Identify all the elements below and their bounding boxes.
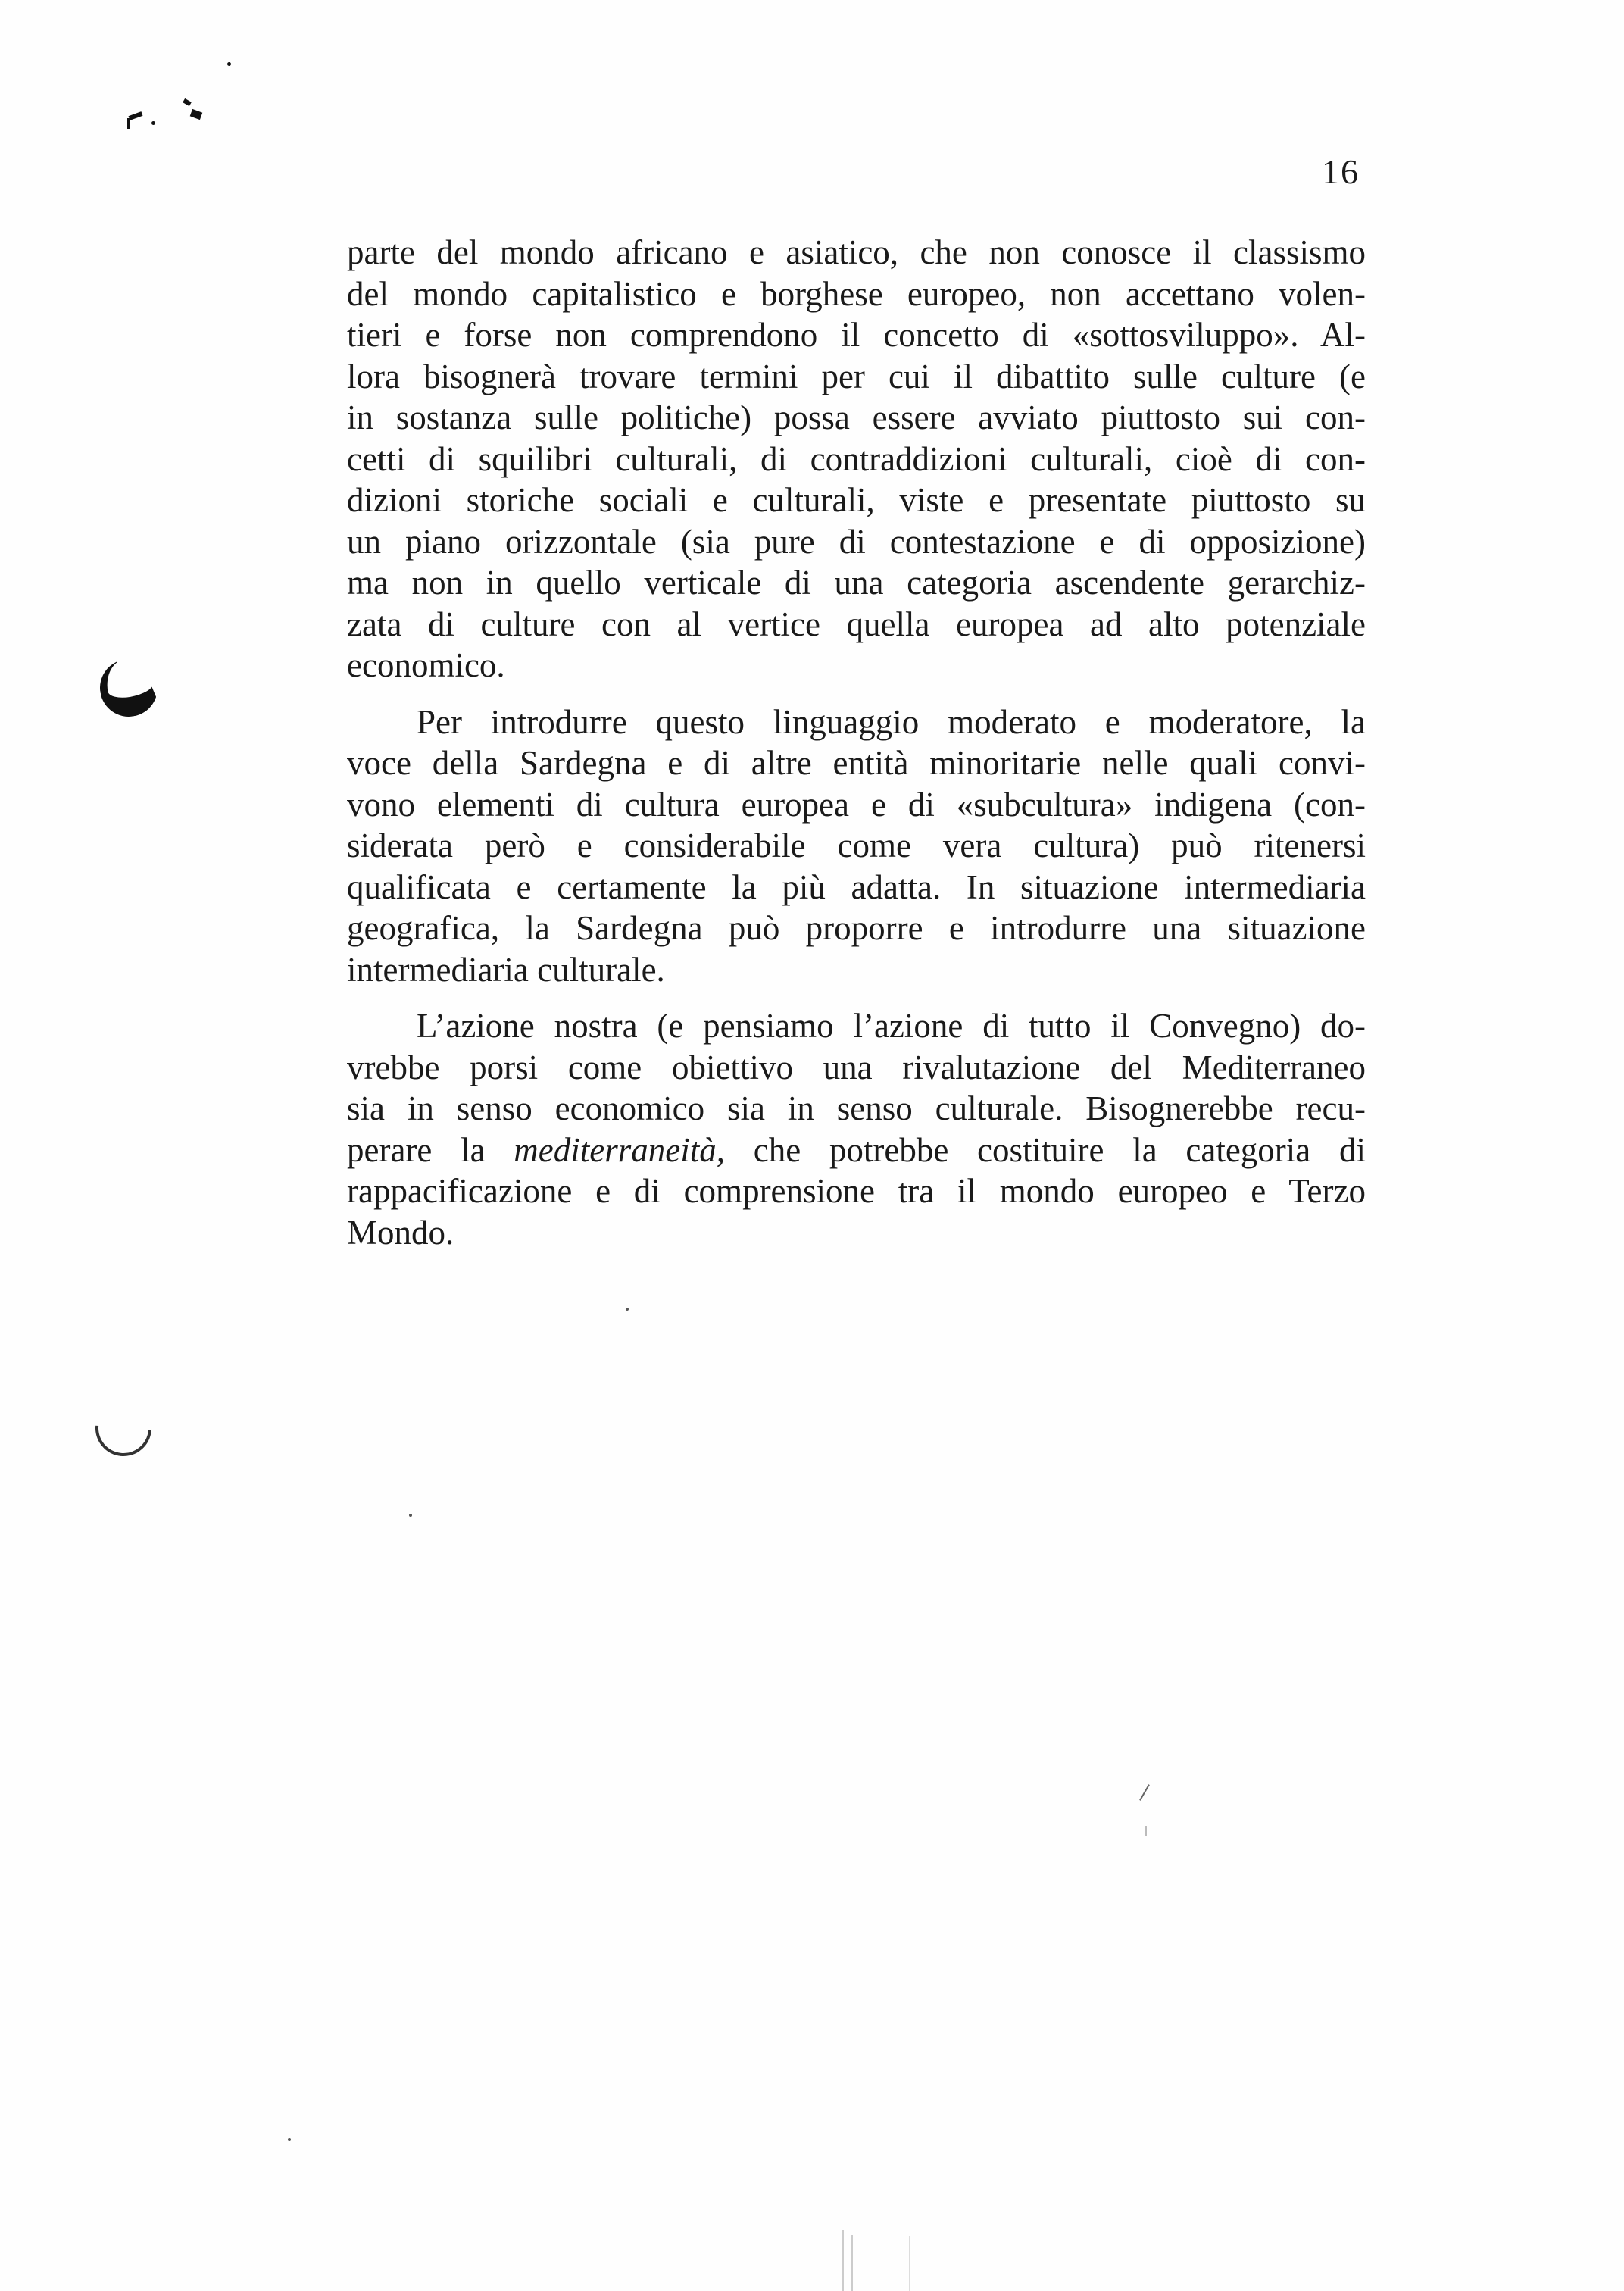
text-segment: che potrebbe costituire la categoria di <box>725 1130 1366 1169</box>
text-line: siderata però e considerabile come vera cultura) può ritenersi <box>347 827 1366 864</box>
text-line: economico. <box>347 646 505 684</box>
body-text <box>347 232 1366 1253</box>
dust-speck <box>288 2138 291 2141</box>
text-line: cetti di squilibri culturali, di contraddizioni culturali, cioè di con- <box>347 439 1366 478</box>
text-line: Per introdurre questo linguaggio moderato e moderatore, la <box>417 702 1366 741</box>
scan-scratch <box>1145 1826 1147 1836</box>
text-line: qualificata e certamente la più adatta. In situazione intermediaria <box>347 867 1366 906</box>
ink-speck-mark <box>227 62 231 66</box>
text-line: zata di culture con al vertice quella europea ad alto potenziale <box>347 605 1366 643</box>
text-line: vrebbe porsi come obiettivo una rivalutazione del Mediterraneo <box>347 1048 1366 1086</box>
scan-scratch <box>1139 1784 1150 1801</box>
ink-speck-mark <box>190 109 203 120</box>
text-line: sia in senso economico sia in senso culturale. Bisognerebbe recu- <box>347 1089 1366 1127</box>
text-line: L’azione nostra (e pensiamo l’azione di tutto il Convegno) do- <box>417 1007 1366 1045</box>
text-line: vono elementi di cultura europea e di «subcultura» indigena (con- <box>347 785 1366 824</box>
text-line: Mondo. <box>347 1213 454 1252</box>
ink-speck-mark <box>151 121 155 125</box>
text-line: rappacificazione e di comprensione tra il mondo europeo e Terzo <box>347 1172 1366 1210</box>
italic-term: mediterraneità, <box>514 1130 725 1169</box>
scan-scratch <box>851 2235 853 2291</box>
scan-scratch <box>909 2236 910 2291</box>
text-segment: perare la <box>347 1130 514 1169</box>
text-line: tieri e forse non comprendono il concetto di «sottosviluppo». Al- <box>347 316 1366 354</box>
text-line: un piano orizzontale (sia pure di contestazione e di opposizione) <box>347 522 1366 561</box>
paragraph-1 <box>347 232 1366 686</box>
punch-hole-outline-mark <box>84 1389 163 1467</box>
punch-hole-mark <box>95 655 162 721</box>
text-line: lora bisognerà trovare termini per cui il dibattito sulle culture (e <box>347 357 1366 395</box>
paragraph-3 <box>347 1005 1366 1253</box>
text-line: del mondo capitalistico e borghese europeo, non accettano volen- <box>347 274 1366 313</box>
text-line: voce della Sardegna e di altre entità minoritarie nelle quali convi- <box>347 744 1366 782</box>
scan-scratch <box>842 2230 844 2291</box>
text-line: in sostanza sulle politiche) possa essere avviato piuttosto sui con- <box>347 399 1366 436</box>
text-line-with-italic <box>347 1130 1366 1171</box>
paragraph-2 <box>347 702 1366 991</box>
ink-speck-mark <box>129 111 143 120</box>
text-line: intermediaria culturale. <box>347 950 665 989</box>
ink-speck-mark <box>183 98 192 106</box>
ink-speck-mark <box>127 118 130 129</box>
page-number: 16 <box>1322 152 1360 191</box>
dust-speck <box>626 1308 629 1311</box>
dust-speck <box>409 1514 412 1517</box>
text-line: dizioni storiche sociali e culturali, viste e presentate piuttosto su <box>347 481 1366 519</box>
text-line: geografica, la Sardegna può proporre e introdurre una situazione <box>347 909 1366 947</box>
text-line: ma non in quello verticale di una categoria ascendente gerarchiz- <box>347 564 1366 602</box>
text-line: parte del mondo africano e asiatico, che non conosce il classismo <box>347 233 1366 271</box>
